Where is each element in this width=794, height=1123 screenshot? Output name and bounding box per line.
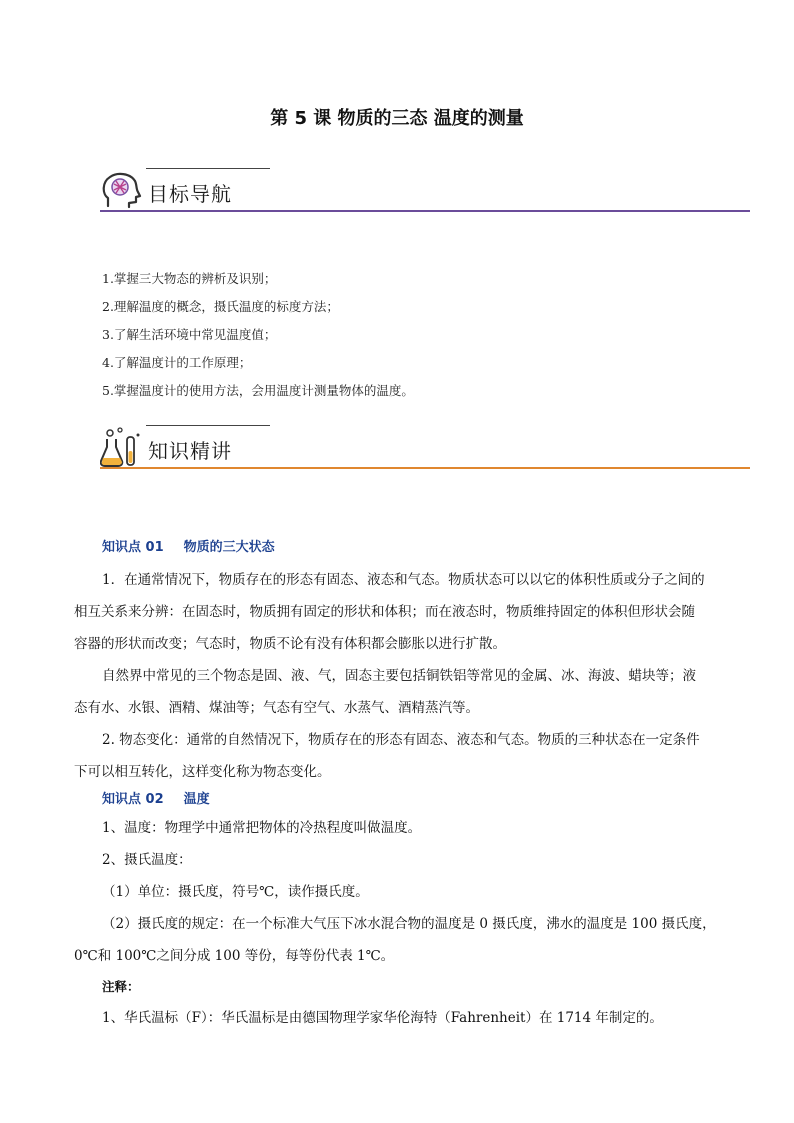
text-line: （2）摄氏度的规定：在一个标准大气压下冰水混合物的温度是 0 摄氏度，沸水的温度是 100 摄氏度，	[102, 916, 716, 932]
knowledge-section-rule	[100, 467, 750, 469]
kp1-paragraph-2	[74, 660, 722, 724]
objectives-list	[102, 265, 742, 405]
header-top-line	[146, 168, 270, 169]
objective-item: 3.了解生活环境中常见温度值；	[102, 327, 277, 342]
objective-item: 2.理解温度的概念，摄氏温度的标度方法；	[102, 299, 339, 314]
objective-item: 1.掌握三大物态的辨析及识别；	[102, 271, 277, 286]
brain-head-icon	[100, 170, 144, 210]
objective-item: 4.了解温度计的工作原理；	[102, 355, 252, 370]
text-line: 相互关系来分辨：在固态时，物质拥有固定的形状和体积；而在液态时，物质维持固定的体积但形状会随	[74, 604, 695, 620]
text-line: 2. 物态变化：通常的自然情况下，物质存在的形态有固态、液态和气态。物质的三种状态在一定条件	[102, 732, 700, 748]
note-paragraph-1: 1、华氏温标（F）：华氏温标是由德国物理学家华伦海特（Fahrenheit）在 1714 年制定的。	[102, 1010, 663, 1026]
flask-icon	[100, 427, 144, 467]
kp2-paragraph-2: 2、摄氏温度：	[102, 852, 192, 868]
note-label: 注释：	[102, 979, 140, 994]
kp2-paragraph-1: 1、温度：物理学中通常把物体的冷热程度叫做温度。	[102, 820, 422, 836]
kp1-number: 知识点 01	[102, 540, 164, 555]
text-line: 下可以相互转化，这样变化称为物态变化。	[74, 764, 331, 780]
kp2-paragraph-3: （1）单位：摄氏度，符号℃，读作摄氏度。	[102, 884, 369, 900]
kp1-paragraph-1	[74, 564, 722, 660]
kp2-paragraph-4	[74, 908, 722, 972]
kp2-title: 温度	[183, 792, 210, 807]
kp2-number: 知识点 02	[102, 792, 164, 807]
page-title: 第 5 课 物质的三态 温度的测量	[270, 108, 524, 129]
goals-section-rule	[100, 210, 750, 212]
goals-section-header	[100, 168, 750, 228]
kp1-heading	[102, 538, 722, 558]
kp2-heading	[102, 790, 722, 810]
text-line: 1．在通常情况下，物质存在的形态有固态、液态和气态。物质状态可以以它的体积性质或分子之间的	[102, 572, 705, 588]
header-top-line	[146, 425, 270, 426]
kp1-paragraph-3	[74, 724, 722, 788]
text-line: 0℃和 100℃之间分成 100 等份，每等份代表 1℃。	[74, 948, 395, 964]
text-line: 自然界中常见的三个物态是固、液、气，固态主要包括铜铁铝等常见的金属、冰、海波、蜡块等；液	[102, 668, 696, 684]
objective-item: 5.掌握温度计的使用方法，会用温度计测量物体的温度。	[102, 383, 414, 398]
knowledge-content	[74, 538, 722, 1034]
kp1-title: 物质的三大状态	[183, 540, 275, 555]
goals-section-label: 目标导航	[148, 182, 232, 206]
text-line: 容器的形状而改变；气态时，物质不论有没有体积都会膨胀以进行扩散。	[74, 636, 506, 652]
knowledge-section-header	[100, 425, 750, 485]
text-line: 态有水、水银、酒精、煤油等；气态有空气、水蒸气、酒精蒸汽等。	[74, 700, 479, 716]
knowledge-section-label: 知识精讲	[148, 439, 232, 463]
